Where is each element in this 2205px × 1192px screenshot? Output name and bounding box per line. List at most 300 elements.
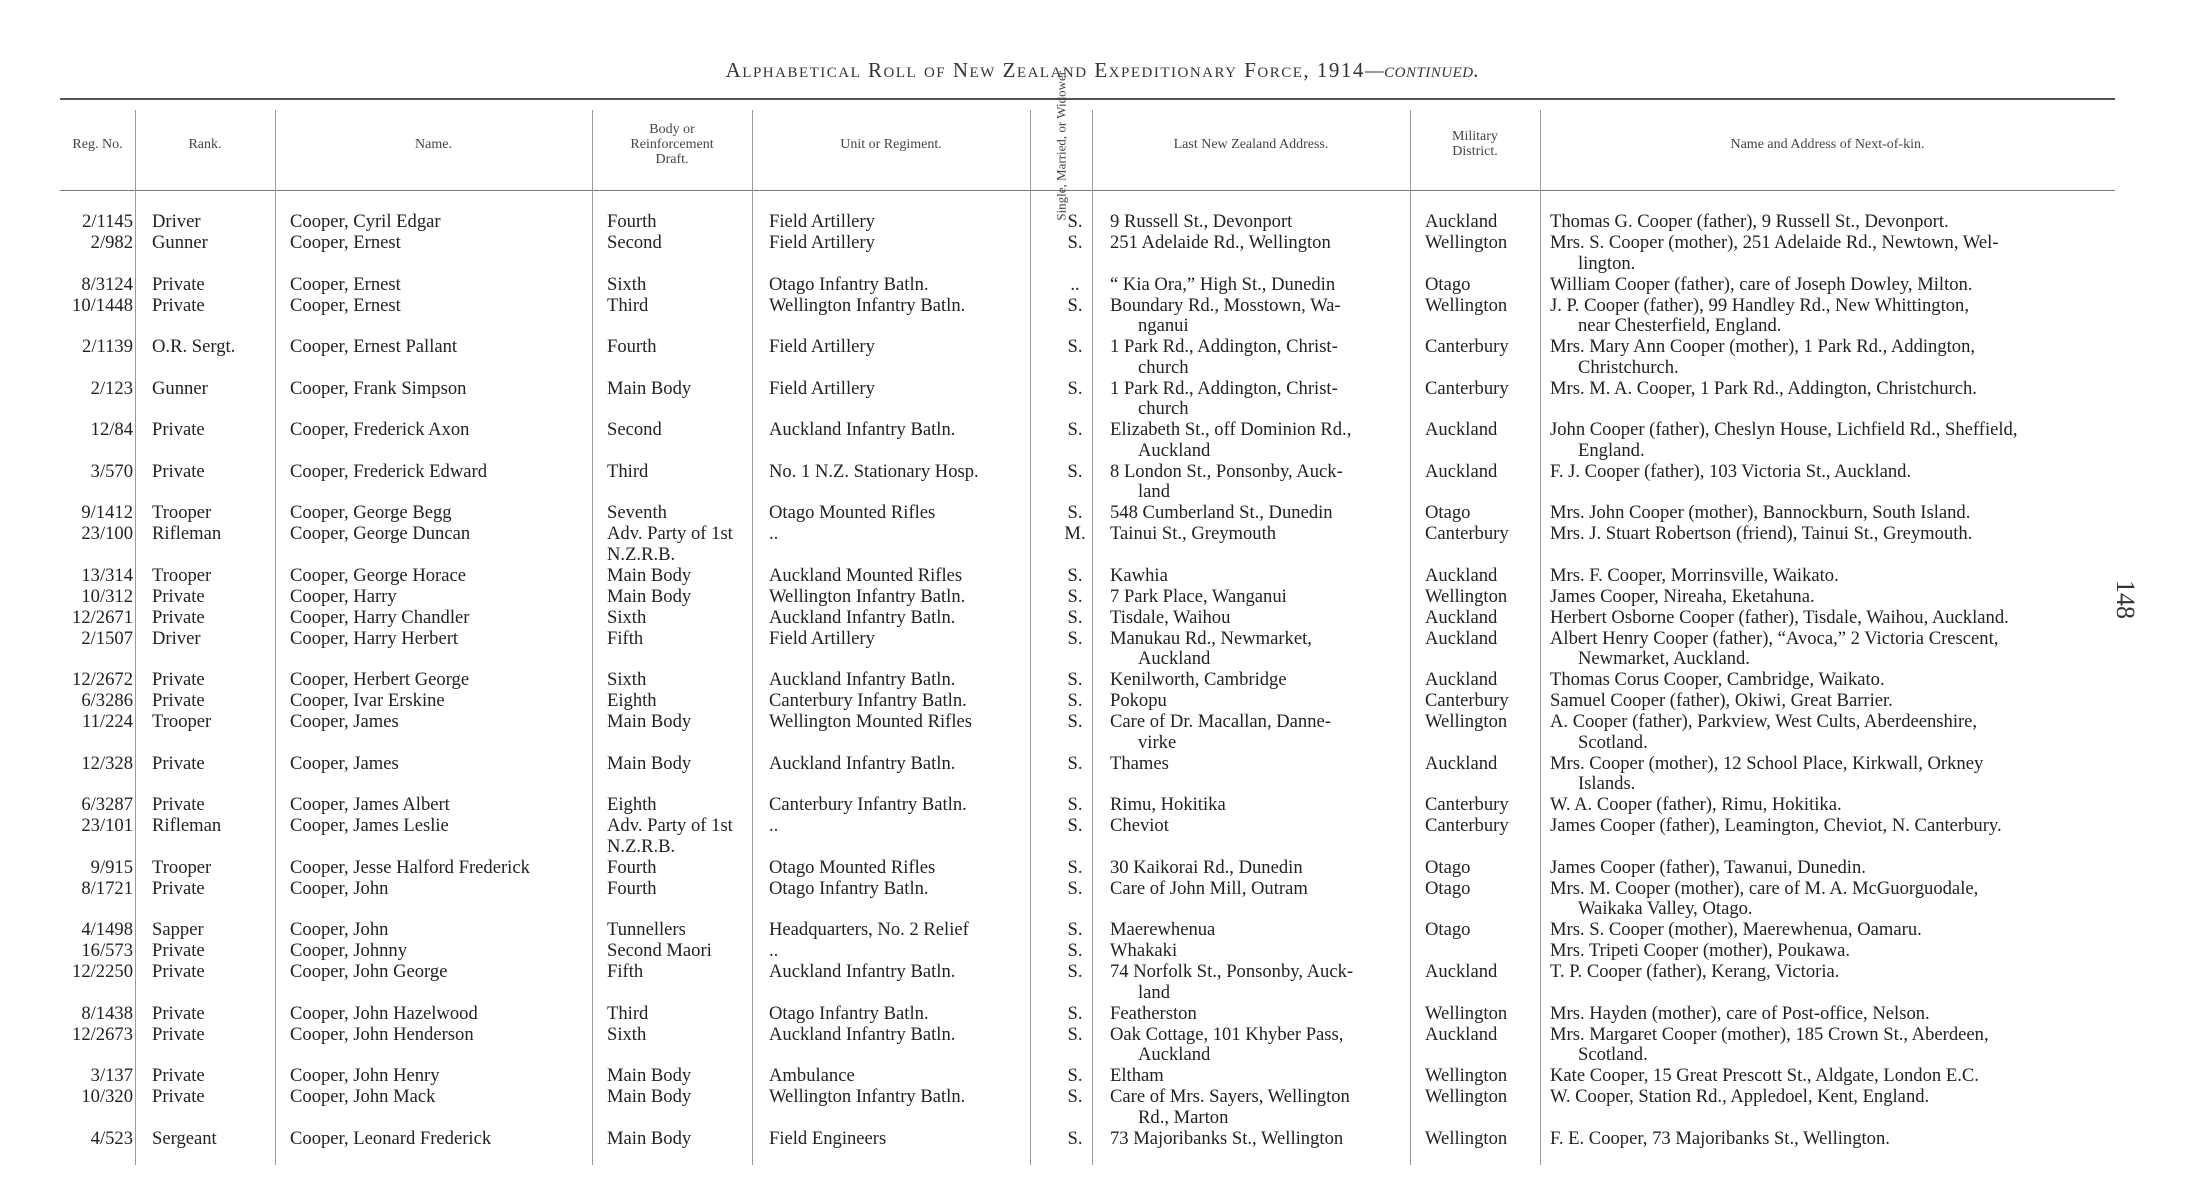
last-address: [1110, 795, 1415, 816]
next-of-kin-line: F. J. Cooper (father), 103 Victoria St., Auckland.: [1550, 460, 1912, 482]
reg-number: 2/1139: [82, 336, 133, 357]
reg-number: 3/570: [90, 460, 133, 482]
unit: Field Engineers: [769, 1127, 887, 1149]
soldier-name: Cooper, Ivar Erskine: [290, 690, 445, 711]
marital-status: S.: [1067, 564, 1083, 586]
address-line: 548 Cumberland St., Dunedin: [1110, 502, 1333, 523]
unit: Field Artillery: [769, 377, 875, 399]
military-district: Auckland: [1425, 419, 1498, 440]
military-district: Auckland: [1425, 961, 1498, 982]
last-address: [1110, 962, 1415, 1003]
table-row: [60, 1066, 2115, 1087]
header-district: Military District.: [1452, 129, 1498, 159]
address-line: church: [1138, 398, 1189, 419]
table-row: [60, 608, 2115, 629]
address-line: Tisdale, Waihou: [1110, 606, 1231, 628]
body-draft: Eighth: [607, 794, 657, 815]
unit: Canterbury Infantry Batln.: [769, 794, 967, 815]
unit: Otago Infantry Batln.: [769, 877, 929, 899]
address-line: 7 Park Place, Wanganui: [1110, 585, 1287, 607]
military-district: Auckland: [1425, 606, 1498, 628]
body-draft: Third: [607, 294, 649, 316]
next-of-kin-line: Mrs. Hayden (mother), care of Post-office, Nelson.: [1550, 1002, 1930, 1024]
military-district: Auckland: [1425, 460, 1498, 482]
unit: No. 1 N.Z. Stationary Hosp.: [769, 460, 979, 482]
body-draft: Main Body: [607, 752, 692, 774]
body-draft: Fifth: [607, 627, 644, 649]
reg-number: 12/2673: [72, 1023, 133, 1045]
rank: Private: [152, 752, 205, 774]
body-draft: Second: [607, 232, 662, 253]
next-of-kin-line: Mrs. S. Cooper (mother), Maerewhenua, Oamaru.: [1550, 919, 1922, 940]
military-district: Otago: [1425, 877, 1471, 899]
unit: Ambulance: [769, 1065, 855, 1086]
header-rule: [60, 190, 2115, 191]
table-row: [60, 275, 2115, 296]
reg-number: 4/523: [90, 1127, 133, 1149]
next-of-kin: [1550, 629, 2205, 670]
rank: Trooper: [152, 711, 212, 732]
rank: Private: [152, 460, 205, 482]
marital-status: S.: [1067, 877, 1083, 899]
rank: Private: [152, 961, 205, 982]
unit: Wellington Mounted Rifles: [769, 711, 973, 732]
next-of-kin-line: Mrs. Margaret Cooper (mother), 185 Crown St., Aberdeen,: [1550, 1023, 1989, 1045]
address-line: land: [1138, 481, 1171, 502]
marital-status: S.: [1067, 856, 1083, 878]
address-line: Care of John Mill, Outram: [1110, 877, 1308, 899]
table-row: [60, 1004, 2115, 1025]
military-district: Auckland: [1425, 752, 1498, 774]
table-row: [60, 712, 2115, 754]
next-of-kin-line: A. Cooper (father), Parkview, West Cults, Aberdeenshire,: [1550, 711, 1978, 732]
military-district: Otago: [1425, 502, 1471, 523]
marital-status: S.: [1067, 585, 1083, 607]
soldier-name: Cooper, Harry: [290, 585, 397, 607]
next-of-kin: [1550, 503, 2205, 524]
reg-number: 2/1145: [82, 211, 133, 232]
address-line: Auckland: [1138, 439, 1211, 461]
table-row: [60, 670, 2115, 691]
marital-status: S.: [1067, 502, 1083, 523]
reg-number: 23/100: [81, 523, 133, 544]
reg-number: 10/320: [81, 1086, 133, 1107]
unit: Otago Mounted Rifles: [769, 856, 936, 878]
address-line: Cheviot: [1110, 815, 1169, 836]
marital-status: S.: [1067, 669, 1083, 690]
soldier-name: Cooper, James: [290, 711, 399, 732]
rank: Private: [152, 1002, 205, 1024]
soldier-name: Cooper, Jesse Halford Frederick: [290, 856, 530, 878]
next-of-kin: [1550, 524, 2205, 545]
marital-status: S.: [1067, 460, 1083, 482]
body-draft: Main Body: [607, 585, 692, 607]
marital-status: S.: [1067, 336, 1083, 357]
next-of-kin-line: Mrs. M. A. Cooper, 1 Park Rd., Addington, Christchurch.: [1550, 377, 1977, 399]
last-address: [1110, 941, 1415, 962]
table-row: [60, 920, 2115, 941]
reg-number: 13/314: [81, 564, 133, 586]
marital-status: S.: [1067, 711, 1083, 732]
header-unit: Unit or Regiment.: [840, 136, 942, 152]
reg-number: 11/224: [82, 711, 133, 732]
address-line: Auckland: [1138, 648, 1211, 669]
unit: Auckland Mounted Rifles: [769, 564, 963, 586]
reg-number: 12/2672: [72, 669, 133, 690]
soldier-name: Cooper, Frederick Edward: [290, 460, 488, 482]
reg-number: 2/982: [90, 232, 133, 253]
last-address: [1110, 296, 1415, 337]
marital-status: S.: [1067, 606, 1083, 628]
body-draft: Sixth: [607, 1023, 647, 1045]
next-of-kin-line: James Cooper, Nireaha, Eketahuna.: [1550, 585, 1815, 607]
soldier-name: Cooper, George Duncan: [290, 523, 471, 544]
address-line: 74 Norfolk St., Ponsonby, Auck-: [1110, 961, 1354, 982]
unit: Field Artillery: [769, 627, 875, 649]
rank: Private: [152, 690, 205, 711]
address-line: church: [1138, 356, 1189, 378]
roll-table-body: [60, 212, 2115, 1150]
rank: Trooper: [152, 502, 212, 523]
last-address: [1110, 420, 1415, 461]
body-draft: Fourth: [607, 877, 657, 899]
body-draft: Fourth: [607, 336, 657, 357]
reg-number: 23/101: [81, 815, 133, 836]
table-row: [60, 691, 2115, 712]
military-district: Auckland: [1425, 669, 1498, 690]
next-of-kin-line: Scotland.: [1578, 1044, 1648, 1065]
next-of-kin: [1550, 233, 2205, 274]
next-of-kin: [1550, 712, 2205, 753]
address-line: Rimu, Hokitika: [1110, 794, 1226, 815]
next-of-kin: [1550, 754, 2205, 795]
rank: O.R. Sergt.: [152, 336, 236, 357]
soldier-name: Cooper, James Leslie: [290, 815, 449, 836]
unit: Wellington Infantry Batln.: [769, 294, 966, 316]
last-address: [1110, 503, 1415, 524]
military-district: Wellington: [1425, 585, 1508, 607]
table-row: [60, 587, 2115, 608]
reg-number: 9/1412: [81, 502, 133, 523]
reg-number: 9/915: [90, 856, 133, 878]
unit: ..: [769, 815, 779, 836]
next-of-kin: [1550, 212, 2205, 233]
last-address: [1110, 524, 1415, 545]
rank: Rifleman: [152, 815, 222, 836]
table-row: [60, 212, 2115, 233]
military-district: Canterbury: [1425, 336, 1509, 357]
rank: Trooper: [152, 564, 212, 586]
rank: Private: [152, 794, 205, 815]
address-line: 251 Adelaide Rd., Wellington: [1110, 232, 1331, 253]
address-line: 73 Majoribanks St., Wellington: [1110, 1127, 1344, 1149]
marital-status: S.: [1067, 211, 1083, 232]
address-line: Eltham: [1110, 1065, 1164, 1086]
header-name: Name.: [415, 136, 452, 152]
reg-number: 4/1498: [81, 919, 133, 940]
address-line: Featherston: [1110, 1002, 1197, 1024]
address-line: Tainui St., Greymouth: [1110, 523, 1277, 544]
next-of-kin: [1550, 1129, 2205, 1150]
body-draft: Sixth: [607, 606, 647, 628]
next-of-kin: [1550, 670, 2205, 691]
soldier-name: Cooper, Frederick Axon: [290, 419, 470, 440]
table-row: [60, 296, 2115, 338]
next-of-kin: [1550, 1025, 2205, 1066]
rank: Private: [152, 669, 205, 690]
body-draft: Main Body: [607, 377, 692, 399]
address-line: nganui: [1138, 315, 1189, 336]
soldier-name: Cooper, James Albert: [290, 794, 450, 815]
body-draft: Second: [607, 419, 662, 440]
table-row: [60, 337, 2115, 379]
next-of-kin-line: Newmarket, Auckland.: [1578, 648, 1750, 669]
next-of-kin-line: James Cooper (father), Tawanui, Dunedin.: [1550, 856, 1866, 878]
next-of-kin-line: Mrs. J. Stuart Robertson (friend), Tainui St., Greymouth.: [1550, 523, 1973, 544]
body-draft: Adv. Party of 1st N.Z.R.B.: [607, 523, 733, 565]
next-of-kin-line: Herbert Osborne Cooper (father), Tisdale, Waihou, Auckland.: [1550, 606, 2009, 628]
reg-number: 8/1721: [81, 877, 133, 899]
rank: Private: [152, 585, 205, 607]
last-address: [1110, 754, 1415, 775]
reg-number: 8/1438: [81, 1002, 133, 1024]
last-address: [1110, 566, 1415, 587]
military-district: Otago: [1425, 919, 1471, 940]
reg-number: 16/573: [81, 940, 133, 961]
body-draft: Main Body: [607, 564, 692, 586]
rank: Private: [152, 273, 205, 295]
table-row: [60, 1129, 2115, 1150]
table-row: [60, 566, 2115, 587]
military-district: Wellington: [1425, 1127, 1508, 1149]
body-draft: Seventh: [607, 502, 667, 523]
unit: Auckland Infantry Batln.: [769, 669, 956, 690]
soldier-name: Cooper, John Henry: [290, 1065, 440, 1086]
marital-status: S.: [1067, 752, 1083, 774]
last-address: [1110, 629, 1415, 670]
soldier-name: Cooper, George Begg: [290, 502, 452, 523]
soldier-name: Cooper, Harry Herbert: [290, 627, 459, 649]
last-address: [1110, 337, 1415, 378]
next-of-kin: [1550, 941, 2205, 962]
next-of-kin-line: W. A. Cooper (father), Rimu, Hokitika.: [1550, 794, 1842, 815]
marital-status: S.: [1067, 1002, 1083, 1024]
table-row: [60, 795, 2115, 816]
table-row: [60, 1025, 2115, 1067]
marital-status: ..: [1070, 273, 1080, 295]
address-line: Thames: [1110, 752, 1169, 774]
unit: Field Artillery: [769, 211, 875, 232]
marital-status: S.: [1067, 1023, 1083, 1045]
body-draft: Tunnellers: [607, 919, 686, 940]
next-of-kin-line: Islands.: [1578, 773, 1636, 794]
unit: Otago Mounted Rifles: [769, 502, 936, 523]
unit: Wellington Infantry Batln.: [769, 585, 966, 607]
soldier-name: Cooper, Frank Simpson: [290, 377, 467, 399]
last-address: [1110, 1066, 1415, 1087]
military-district: Wellington: [1425, 1065, 1508, 1086]
next-of-kin-line: Scotland.: [1578, 731, 1648, 753]
rank: Private: [152, 294, 205, 316]
soldier-name: Cooper, John Henderson: [290, 1023, 474, 1045]
reg-number: 10/312: [81, 585, 133, 607]
next-of-kin-line: Samuel Cooper (father), Okiwi, Great Barrier.: [1550, 690, 1893, 711]
unit: Field Artillery: [769, 336, 875, 357]
header-rank: Rank.: [188, 136, 222, 152]
reg-number: 12/328: [81, 752, 133, 774]
title-main: Alphabetical Roll of New Zealand Expeditionary Force, 1914: [725, 58, 1365, 82]
next-of-kin: [1550, 816, 2205, 837]
next-of-kin: [1550, 296, 2205, 337]
military-district: Canterbury: [1425, 523, 1509, 544]
last-address: [1110, 670, 1415, 691]
body-draft: Third: [607, 460, 649, 482]
rank: Driver: [152, 627, 201, 649]
next-of-kin: [1550, 1004, 2205, 1025]
next-of-kin: [1550, 462, 2205, 483]
body-draft: Main Body: [607, 1086, 692, 1107]
reg-number: 12/84: [90, 419, 133, 440]
marital-status: M.: [1064, 523, 1086, 544]
next-of-kin: [1550, 379, 2205, 400]
next-of-kin: [1550, 1087, 2205, 1108]
last-address: [1110, 379, 1415, 420]
next-of-kin: [1550, 1066, 2205, 1087]
table-row: [60, 941, 2115, 962]
rank: Rifleman: [152, 523, 222, 544]
unit: Field Artillery: [769, 232, 875, 253]
military-district: Auckland: [1425, 1023, 1498, 1045]
address-line: 30 Kaikorai Rd., Dunedin: [1110, 856, 1303, 878]
next-of-kin-line: Mrs. Tripeti Cooper (mother), Poukawa.: [1550, 940, 1851, 961]
military-district: Auckland: [1425, 211, 1498, 232]
marital-status: S.: [1067, 690, 1083, 711]
body-draft: Main Body: [607, 711, 692, 732]
last-address: [1110, 920, 1415, 941]
table-row: [60, 1087, 2115, 1129]
marital-status: S.: [1067, 377, 1083, 399]
rank: Private: [152, 1023, 205, 1045]
soldier-name: Cooper, Leonard Frederick: [290, 1127, 492, 1149]
soldier-name: Cooper, John Mack: [290, 1086, 436, 1107]
next-of-kin-line: Mrs. F. Cooper, Morrinsville, Waikato.: [1550, 564, 1839, 586]
next-of-kin: [1550, 879, 2205, 920]
next-of-kin: [1550, 795, 2205, 816]
body-draft: Second Maori: [607, 940, 712, 961]
military-district: Wellington: [1425, 1002, 1508, 1024]
military-district: Canterbury: [1425, 377, 1509, 399]
rank: Private: [152, 877, 205, 899]
marital-status: S.: [1067, 294, 1083, 316]
soldier-name: Cooper, James: [290, 752, 399, 774]
unit: Wellington Infantry Batln.: [769, 1086, 966, 1107]
soldier-name: Cooper, Cyril Edgar: [290, 211, 441, 232]
header-body-draft: Body or Reinforcement Draft.: [630, 121, 714, 167]
marital-status: S.: [1067, 1065, 1083, 1086]
body-draft: Eighth: [607, 690, 657, 711]
rank: Private: [152, 940, 205, 961]
unit: Auckland Infantry Batln.: [769, 419, 956, 440]
unit: Canterbury Infantry Batln.: [769, 690, 967, 711]
next-of-kin-line: lington.: [1578, 252, 1636, 274]
address-line: Rd., Marton: [1138, 1106, 1229, 1128]
unit: Auckland Infantry Batln.: [769, 752, 956, 774]
soldier-name: Cooper, John George: [290, 961, 448, 982]
address-line: Oak Cottage, 101 Khyber Pass,: [1110, 1023, 1344, 1045]
table-row: [60, 754, 2115, 796]
last-address: [1110, 587, 1415, 608]
last-address: [1110, 691, 1415, 712]
next-of-kin-line: Thomas Corus Cooper, Cambridge, Waikato.: [1550, 669, 1885, 690]
soldier-name: Cooper, Johnny: [290, 940, 408, 961]
marital-status: S.: [1067, 961, 1083, 982]
address-line: Manukau Rd., Newmarket,: [1110, 627, 1312, 649]
rank: Gunner: [152, 232, 208, 253]
marital-status: S.: [1067, 940, 1083, 961]
body-draft: Sixth: [607, 273, 647, 295]
unit: ..: [769, 940, 779, 961]
last-address: [1110, 212, 1415, 233]
reg-number: 12/2671: [72, 606, 133, 628]
soldier-name: Cooper, Ernest: [290, 294, 401, 316]
page-title: [0, 58, 2205, 83]
next-of-kin-line: Mrs. M. Cooper (mother), care of M. A. McGuorguodale,: [1550, 877, 1979, 899]
reg-number: 3/137: [90, 1065, 133, 1086]
last-address: [1110, 816, 1415, 837]
soldier-name: Cooper, John Hazelwood: [290, 1002, 478, 1024]
body-draft: Fourth: [607, 856, 657, 878]
unit: Auckland Infantry Batln.: [769, 961, 956, 982]
next-of-kin-line: William Cooper (father), care of Joseph Dowley, Milton.: [1550, 273, 1973, 295]
next-of-kin-line: James Cooper (father), Leamington, Cheviot, N. Canterbury.: [1550, 815, 2002, 836]
next-of-kin: [1550, 275, 2205, 296]
address-line: Care of Dr. Macallan, Danne-: [1110, 711, 1331, 732]
header-address: Last New Zealand Address.: [1173, 136, 1329, 152]
page-number: 148: [2111, 580, 2140, 619]
address-line: Kenilworth, Cambridge: [1110, 669, 1287, 690]
table-row: [60, 503, 2115, 524]
body-draft: Fourth: [607, 211, 657, 232]
body-draft: Third: [607, 1002, 649, 1024]
next-of-kin-line: Mrs. Mary Ann Cooper (mother), 1 Park Rd., Addington,: [1550, 336, 1976, 357]
address-line: Whakaki: [1110, 940, 1178, 961]
next-of-kin-line: near Chesterfield, England.: [1578, 315, 1782, 336]
soldier-name: Cooper, John: [290, 919, 389, 940]
rank: Private: [152, 606, 205, 628]
table-row: [60, 233, 2115, 275]
address-line: 1 Park Rd., Addington, Christ-: [1110, 336, 1338, 357]
marital-status: S.: [1067, 794, 1083, 815]
address-line: 8 London St., Ponsonby, Auck-: [1110, 460, 1343, 482]
last-address: [1110, 1129, 1415, 1150]
reg-number: 2/1507: [81, 627, 133, 649]
header-reg-no: Reg. No.: [72, 136, 123, 152]
next-of-kin-line: Mrs. Cooper (mother), 12 School Place, Kirkwall, Orkney: [1550, 752, 1984, 774]
last-address: [1110, 608, 1415, 629]
address-line: Kawhia: [1110, 564, 1168, 586]
body-draft: Sixth: [607, 669, 647, 690]
next-of-kin-line: J. P. Cooper (father), 99 Handley Rd., New Whittington,: [1550, 294, 1969, 316]
military-district: Wellington: [1425, 711, 1508, 732]
table-row: [60, 858, 2115, 879]
next-of-kin: [1550, 858, 2205, 879]
table-row: [60, 816, 2115, 858]
marital-status: S.: [1067, 1127, 1083, 1149]
unit: Otago Infantry Batln.: [769, 273, 929, 295]
last-address: [1110, 712, 1415, 753]
unit: Auckland Infantry Batln.: [769, 1023, 956, 1045]
address-line: Pokopu: [1110, 690, 1167, 711]
